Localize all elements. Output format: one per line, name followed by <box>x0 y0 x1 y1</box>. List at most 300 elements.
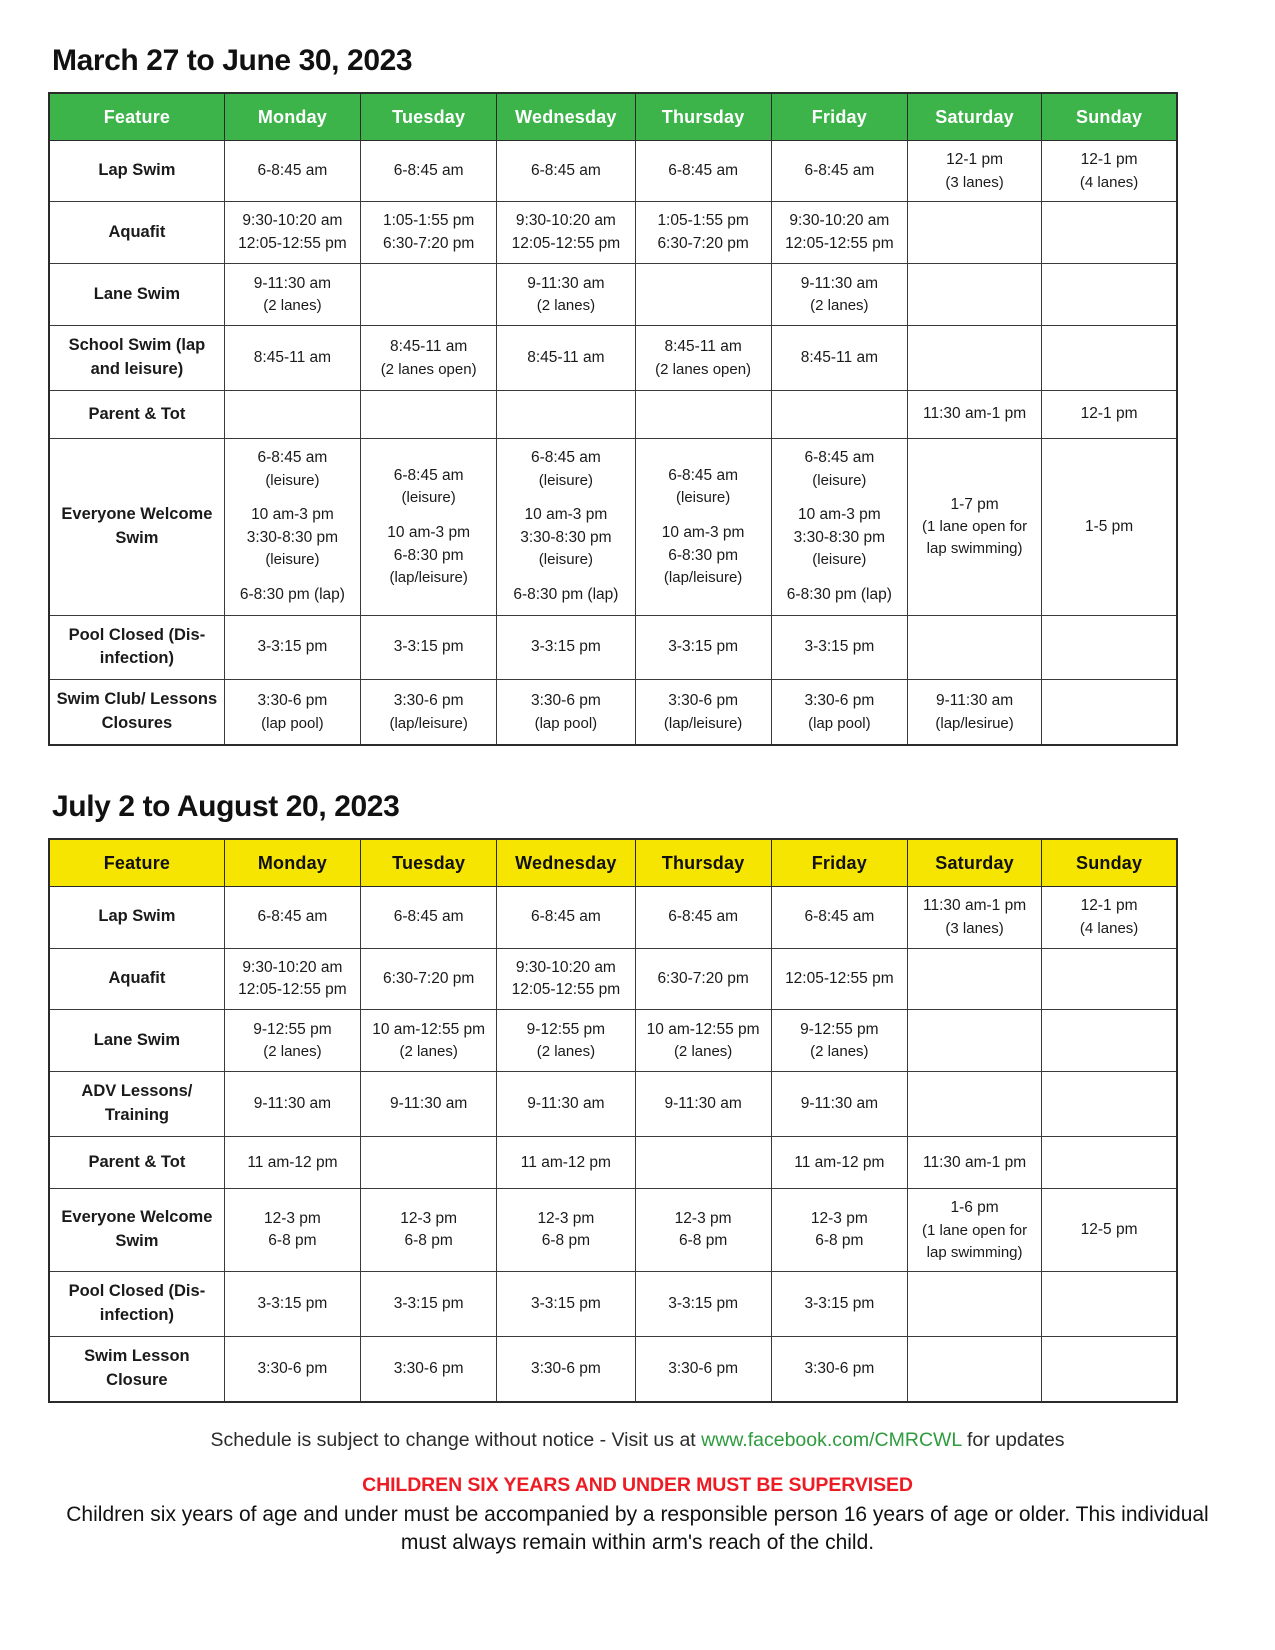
cell-line: 3:30-6 pm <box>257 692 328 710</box>
cell-lines <box>501 1093 630 1115</box>
schedule-cell-tuesday <box>361 1337 497 1402</box>
cell-line: 12-1 pm <box>1080 151 1138 169</box>
column-header-monday: Monday <box>224 93 360 141</box>
row-feature-label: Lane Swim <box>49 1010 224 1072</box>
schedule-cell-sunday <box>1042 948 1177 1010</box>
cell-lines <box>640 210 767 255</box>
cell-lines <box>365 465 492 589</box>
cell-line: 6-8:45 am <box>530 908 601 926</box>
cell-line: 11:30 am-1 pm <box>923 405 1027 423</box>
cell-line: (leisure) <box>676 489 731 507</box>
row-feature-label: ADV Lessons/ Training <box>49 1072 224 1137</box>
cell-line: (lap/leisure) <box>389 714 468 732</box>
schedule-cell-monday <box>224 391 360 439</box>
cell-line: 12:05-12:55 pm <box>511 981 621 998</box>
cell-line: 11 am-12 pm <box>520 1153 611 1171</box>
table-row <box>49 326 1177 391</box>
cell-line: (2 lanes) <box>263 297 322 315</box>
cell-line: 6-8:45 am <box>257 161 328 179</box>
cell-line: 6-8 pm <box>404 1232 453 1250</box>
cell-lines <box>501 957 630 1002</box>
cell-line: 3-3:15 pm <box>257 638 328 656</box>
cell-lines <box>776 273 903 317</box>
column-header-tuesday: Tuesday <box>361 839 497 887</box>
schedule-cell-sunday <box>1042 439 1177 615</box>
schedule-cell-saturday <box>907 1337 1041 1402</box>
schedule-cell-saturday <box>907 615 1041 680</box>
column-header-friday: Friday <box>771 839 907 887</box>
cell-line: 6-8:45 am <box>668 161 739 179</box>
line-gap <box>229 571 356 584</box>
cell-lines <box>229 160 356 182</box>
schedule-cell-thursday <box>635 680 771 745</box>
cell-line: 9-11:30 am <box>253 1095 332 1113</box>
schedule-cell-wednesday <box>497 391 635 439</box>
schedule-cell-wednesday <box>497 326 635 391</box>
column-header-sunday: Sunday <box>1042 93 1177 141</box>
cell-line: 3-3:15 pm <box>804 1294 875 1312</box>
table-row <box>49 1189 1177 1272</box>
schedule-cell-saturday <box>907 439 1041 615</box>
cell-lines <box>640 1093 767 1115</box>
row-feature-label: Aquafit <box>49 202 224 264</box>
schedule-cell-monday <box>224 264 360 326</box>
table-row <box>49 1137 1177 1189</box>
cell-line: 6-8:30 pm <box>393 546 464 564</box>
cell-lines <box>229 906 356 928</box>
cell-line: 3:30-6 pm <box>804 692 875 710</box>
schedule-cell-saturday <box>907 1137 1041 1189</box>
cell-lines <box>229 447 356 606</box>
row-feature-label: Lap Swim <box>49 141 224 202</box>
schedule-cell-monday <box>224 1189 360 1272</box>
cell-line: (lap pool) <box>808 714 871 732</box>
cell-lines <box>501 1019 630 1063</box>
cell-line: (2 lanes) <box>536 1043 596 1061</box>
cell-lines <box>640 1019 767 1063</box>
table-row <box>49 264 1177 326</box>
cell-line: 9:30-10:20 am <box>242 212 343 230</box>
cell-lines <box>365 336 492 380</box>
cell-line: 6-8 pm <box>541 1232 590 1250</box>
notice-prefix: Schedule is subject to change without notice - Visit us at <box>210 1428 702 1451</box>
row-feature-label: Swim Lesson Closure <box>49 1337 224 1402</box>
schedule-cell-friday <box>771 264 907 326</box>
schedule-cell-saturday <box>907 141 1041 202</box>
cell-line: (2 lanes open) <box>655 360 752 378</box>
cell-lines <box>501 210 630 255</box>
cell-line: (leisure) <box>265 471 320 489</box>
cell-lines <box>229 210 356 255</box>
cell-line: 12-1 pm <box>1080 897 1138 915</box>
cell-lines <box>229 273 356 317</box>
schedule-cell-tuesday <box>361 1072 497 1137</box>
cell-line: 9:30-10:20 am <box>515 958 616 976</box>
schedule-cell-wednesday <box>497 1137 635 1189</box>
schedule-cell-tuesday <box>361 1010 497 1072</box>
cell-line: (leisure) <box>538 471 593 489</box>
cell-line: 9-12:55 pm <box>800 1020 879 1038</box>
cell-line: 1:05-1:55 pm <box>382 212 475 230</box>
cell-line: 9:30-10:20 am <box>242 958 343 976</box>
schedule-cell-friday <box>771 615 907 680</box>
schedule-cell-sunday <box>1042 326 1177 391</box>
cell-line: 3-3:15 pm <box>668 1294 739 1312</box>
cell-line: lap swimming) <box>926 1243 1023 1261</box>
cell-line: 6-8 pm <box>815 1232 864 1250</box>
cell-lines <box>776 1093 903 1115</box>
cell-lines <box>640 336 767 380</box>
schedule-cell-thursday <box>635 264 771 326</box>
schedule-cell-monday <box>224 1137 360 1189</box>
cell-line: 6-8 pm <box>268 1232 317 1250</box>
cell-lines <box>501 160 630 182</box>
line-gap <box>776 571 903 584</box>
cell-line: 6-8:45 am <box>257 908 328 926</box>
cell-line: 12-3 pm <box>810 1209 868 1227</box>
cell-lines <box>640 906 767 928</box>
schedule-cell-wednesday <box>497 202 635 264</box>
cell-line: 6:30-7:20 pm <box>657 234 749 252</box>
facebook-link[interactable]: www.facebook.com/CMRCWL <box>701 1428 962 1451</box>
cell-lines <box>365 210 492 255</box>
schedule-cell-thursday <box>635 439 771 615</box>
row-feature-label: Lap Swim <box>49 887 224 948</box>
cell-line: 6-8:45 am <box>393 161 464 179</box>
cell-lines <box>501 447 630 606</box>
cell-line: 12-3 pm <box>537 1209 595 1227</box>
line-gap <box>501 571 630 584</box>
column-header-thursday: Thursday <box>635 839 771 887</box>
cell-lines <box>229 1208 356 1253</box>
cell-line: 9-11:30 am <box>253 274 332 292</box>
cell-line: 3:30-6 pm <box>668 692 739 710</box>
cell-line: 12-3 pm <box>263 1209 321 1227</box>
cell-lines <box>912 403 1037 425</box>
cell-lines <box>912 1152 1037 1174</box>
cell-line: 3-3:15 pm <box>393 1294 464 1312</box>
cell-line: 12-3 pm <box>674 1209 732 1227</box>
cell-lines <box>229 636 356 658</box>
cell-lines <box>501 1358 630 1380</box>
cell-line: 10 am-3 pm <box>387 524 470 542</box>
cell-line: 3-3:15 pm <box>257 1294 328 1312</box>
schedule-cell-friday <box>771 1010 907 1072</box>
cell-line: 10 am-12:55 pm <box>646 1020 760 1038</box>
cell-line: 10 am-3 pm <box>661 524 745 542</box>
cell-lines <box>365 906 492 928</box>
schedule-cell-thursday <box>635 141 771 202</box>
column-header-thursday: Thursday <box>635 93 771 141</box>
cell-line: (2 lanes) <box>810 297 869 315</box>
cell-line: (2 lanes) <box>673 1043 733 1061</box>
cell-line: 6-8:30 pm <box>668 546 739 564</box>
schedule-cell-sunday <box>1042 1010 1177 1072</box>
cell-line: 9-12:55 pm <box>253 1020 332 1038</box>
cell-lines <box>912 690 1037 734</box>
cell-line: (leisure) <box>401 489 456 507</box>
cell-line: 12-1 pm <box>946 151 1004 169</box>
supervision-warning-body: Children six years of age and under must be accompanied by a responsible person 16 years of age or older. This individual must always remain within arm's reach of the child. <box>66 1502 1209 1555</box>
cell-line: 6-8:45 am <box>804 449 875 467</box>
cell-line: 6-8:45 am <box>804 908 875 926</box>
schedule-cell-friday <box>771 1272 907 1337</box>
cell-lines <box>365 1208 492 1253</box>
schedule-cell-monday <box>224 439 360 615</box>
schedule-cell-monday <box>224 887 360 948</box>
cell-line: (lap pool) <box>534 714 598 732</box>
cell-lines <box>640 160 767 182</box>
cell-lines <box>640 1293 767 1315</box>
cell-line: 9:30-10:20 am <box>515 212 616 230</box>
schedule-cell-saturday <box>907 264 1041 326</box>
cell-line: 11 am-12 pm <box>794 1153 885 1171</box>
cell-lines <box>501 273 630 317</box>
cell-line: 6-8:45 am <box>530 449 601 467</box>
schedule-cell-thursday <box>635 948 771 1010</box>
cell-lines <box>776 968 903 990</box>
schedule-cell-friday <box>771 1189 907 1272</box>
line-gap <box>501 491 630 504</box>
cell-line: (leisure) <box>538 551 593 569</box>
schedule-cell-saturday <box>907 202 1041 264</box>
cell-lines <box>776 160 903 182</box>
cell-lines <box>229 1152 356 1174</box>
cell-lines <box>229 347 356 369</box>
schedule-cell-thursday <box>635 326 771 391</box>
table-row <box>49 948 1177 1010</box>
schedule-cell-thursday <box>635 1272 771 1337</box>
schedule-cell-wednesday <box>497 680 635 745</box>
schedule-cell-wednesday <box>497 615 635 680</box>
notice-suffix: for updates <box>961 1428 1065 1451</box>
table1-title: March 27 to June 30, 2023 <box>52 44 413 77</box>
schedule-cell-sunday <box>1042 202 1177 264</box>
cell-line: lap swimming) <box>926 540 1023 558</box>
cell-lines <box>365 1358 492 1380</box>
schedule-cell-sunday <box>1042 680 1177 745</box>
schedule-cell-tuesday <box>361 1189 497 1272</box>
cell-line: 9-11:30 am <box>390 1095 468 1113</box>
spring-schedule-table <box>48 92 1178 746</box>
table1-body <box>49 141 1177 746</box>
cell-lines <box>229 957 356 1002</box>
cell-line: 3:30-6 pm <box>804 1359 875 1377</box>
cell-lines <box>229 1293 356 1315</box>
cell-line: 3:30-6 pm <box>530 1359 601 1377</box>
schedule-cell-saturday <box>907 1072 1041 1137</box>
column-header-monday: Monday <box>224 839 360 887</box>
cell-line: 9-11:30 am <box>527 1095 605 1113</box>
row-feature-label: School Swim (lap and leisure) <box>49 326 224 391</box>
schedule-cell-monday <box>224 141 360 202</box>
cell-lines <box>501 1293 630 1315</box>
cell-lines <box>365 968 492 990</box>
cell-line: 1-7 pm <box>950 495 999 513</box>
cell-line: (2 lanes) <box>810 1043 869 1061</box>
cell-line: 6-8:30 pm (lap) <box>786 586 892 604</box>
cell-lines <box>229 1358 356 1380</box>
cell-line: 10 am-3 pm <box>798 506 881 524</box>
cell-line: 8:45-11 am <box>664 338 742 356</box>
cell-line: 12-5 pm <box>1080 1221 1138 1239</box>
cell-lines <box>229 1093 356 1115</box>
schedule-cell-friday <box>771 1337 907 1402</box>
schedule-cell-sunday <box>1042 1137 1177 1189</box>
cell-line: 3:30-6 pm <box>393 1359 464 1377</box>
cell-line: 1-6 pm <box>950 1199 999 1217</box>
schedule-cell-saturday <box>907 1189 1041 1272</box>
schedule-cell-sunday <box>1042 887 1177 948</box>
cell-line: 6-8:45 am <box>530 161 601 179</box>
cell-line: 9-11:30 am <box>527 274 605 292</box>
schedule-cell-friday <box>771 391 907 439</box>
line-gap <box>640 509 767 522</box>
table-row <box>49 202 1177 264</box>
cell-line: 9-12:55 pm <box>526 1020 606 1038</box>
cell-lines <box>1046 1219 1172 1241</box>
cell-line: 9:30-10:20 am <box>789 212 890 230</box>
column-header-feature: Feature <box>49 839 224 887</box>
cell-lines <box>640 465 767 589</box>
schedule-cell-friday <box>771 439 907 615</box>
schedule-cell-saturday <box>907 887 1041 948</box>
table-row <box>49 680 1177 745</box>
cell-line: 6-8:45 am <box>804 161 875 179</box>
line-gap <box>229 491 356 504</box>
cell-lines <box>640 1358 767 1380</box>
cell-line: 8:45-11 am <box>800 349 878 366</box>
schedule-cell-thursday <box>635 615 771 680</box>
schedule-cell-saturday <box>907 1010 1041 1072</box>
column-header-wednesday: Wednesday <box>497 839 635 887</box>
table-row <box>49 391 1177 439</box>
schedule-cell-friday <box>771 948 907 1010</box>
cell-lines <box>501 1208 630 1253</box>
cell-line: (2 lanes) <box>263 1043 322 1061</box>
schedule-cell-sunday <box>1042 264 1177 326</box>
schedule-cell-tuesday <box>361 1137 497 1189</box>
schedule-cell-thursday <box>635 1137 771 1189</box>
cell-line: 6:30-7:20 pm <box>657 969 749 987</box>
cell-line: 6-8:45 am <box>668 908 739 926</box>
cell-line: (lap/leisure) <box>663 569 743 587</box>
cell-lines <box>776 1019 903 1063</box>
cell-line: 6:30-7:20 pm <box>382 234 475 252</box>
row-feature-label: Parent & Tot <box>49 1137 224 1189</box>
schedule-cell-sunday <box>1042 1337 1177 1402</box>
cell-line: 6-8:45 am <box>257 449 328 467</box>
cell-line: 6-8:30 pm (lap) <box>239 586 345 604</box>
cell-line: 10 am-3 pm <box>251 506 334 524</box>
cell-lines <box>776 690 903 734</box>
schedule-cell-tuesday <box>361 264 497 326</box>
cell-line: 3-3:15 pm <box>393 638 464 656</box>
schedule-cell-wednesday <box>497 264 635 326</box>
cell-line: 12-1 pm <box>1080 405 1138 423</box>
cell-line: 12:05-12:55 pm <box>511 234 621 252</box>
cell-lines <box>912 494 1037 560</box>
cell-line: 3:30-6 pm <box>393 692 464 710</box>
schedule-cell-sunday <box>1042 391 1177 439</box>
cell-lines <box>365 1293 492 1315</box>
cell-line: 3:30-8:30 pm <box>246 528 339 546</box>
cell-line: (leisure) <box>265 551 320 569</box>
cell-line: 12-3 pm <box>400 1209 458 1227</box>
schedule-cell-monday <box>224 615 360 680</box>
cell-lines <box>1046 149 1172 193</box>
cell-line: 3-3:15 pm <box>530 1294 601 1312</box>
cell-lines <box>776 1293 903 1315</box>
cell-line: 9-11:30 am <box>935 692 1014 710</box>
schedule-cell-tuesday <box>361 1272 497 1337</box>
cell-line: (3 lanes) <box>945 919 1004 937</box>
cell-lines <box>1046 895 1172 939</box>
row-feature-label: Pool Closed (Dis-infection) <box>49 615 224 680</box>
column-header-feature: Feature <box>49 93 224 141</box>
cell-lines <box>640 636 767 658</box>
schedule-cell-friday <box>771 202 907 264</box>
cell-lines <box>501 906 630 928</box>
schedule-cell-tuesday <box>361 887 497 948</box>
cell-lines <box>1046 403 1172 425</box>
schedule-cell-saturday <box>907 1272 1041 1337</box>
cell-lines <box>365 1019 492 1063</box>
schedule-cell-monday <box>224 680 360 745</box>
cell-line: 3:30-6 pm <box>257 1359 328 1377</box>
schedule-cell-sunday <box>1042 1189 1177 1272</box>
cell-line: 12:05-12:55 pm <box>238 981 347 998</box>
schedule-cell-monday <box>224 1272 360 1337</box>
schedule-cell-wednesday <box>497 1337 635 1402</box>
cell-line: 9-11:30 am <box>800 1095 878 1113</box>
schedule-cell-tuesday <box>361 391 497 439</box>
cell-line: (lap/leisure) <box>389 569 468 587</box>
schedule-cell-tuesday <box>361 202 497 264</box>
schedule-cell-thursday <box>635 202 771 264</box>
cell-lines <box>365 160 492 182</box>
cell-line: 6-8:45 am <box>668 466 739 484</box>
schedule-cell-sunday <box>1042 1072 1177 1137</box>
cell-line: 10 am-3 pm <box>524 506 608 524</box>
cell-line: (leisure) <box>812 551 867 569</box>
row-feature-label: Everyone Welcome Swim <box>49 439 224 615</box>
cell-lines <box>776 1358 903 1380</box>
schedule-cell-wednesday <box>497 1189 635 1272</box>
cell-line: (3 lanes) <box>945 173 1004 191</box>
schedule-cell-friday <box>771 680 907 745</box>
schedule-cell-monday <box>224 1337 360 1402</box>
schedule-cell-saturday <box>907 326 1041 391</box>
cell-line: 12:05-12:55 pm <box>238 234 347 252</box>
cell-line: (2 lanes open) <box>380 360 477 378</box>
schedule-cell-saturday <box>907 680 1041 745</box>
row-feature-label: Swim Club/ Lessons Closures <box>49 680 224 745</box>
supervision-warning-heading: CHILDREN SIX YEARS AND UNDER MUST BE SUPERVISED <box>362 1473 913 1496</box>
cell-line: 3-3:15 pm <box>804 638 875 656</box>
column-header-saturday: Saturday <box>907 839 1041 887</box>
summer-schedule-table <box>48 838 1178 1403</box>
schedule-cell-wednesday <box>497 948 635 1010</box>
schedule-cell-wednesday <box>497 887 635 948</box>
cell-line: 9-11:30 am <box>800 274 878 292</box>
row-feature-label: Pool Closed (Dis-infection) <box>49 1272 224 1337</box>
schedule-cell-wednesday <box>497 1010 635 1072</box>
schedule-cell-thursday <box>635 1189 771 1272</box>
cell-lines <box>501 690 630 734</box>
column-header-saturday: Saturday <box>907 93 1041 141</box>
cell-lines <box>365 690 492 734</box>
